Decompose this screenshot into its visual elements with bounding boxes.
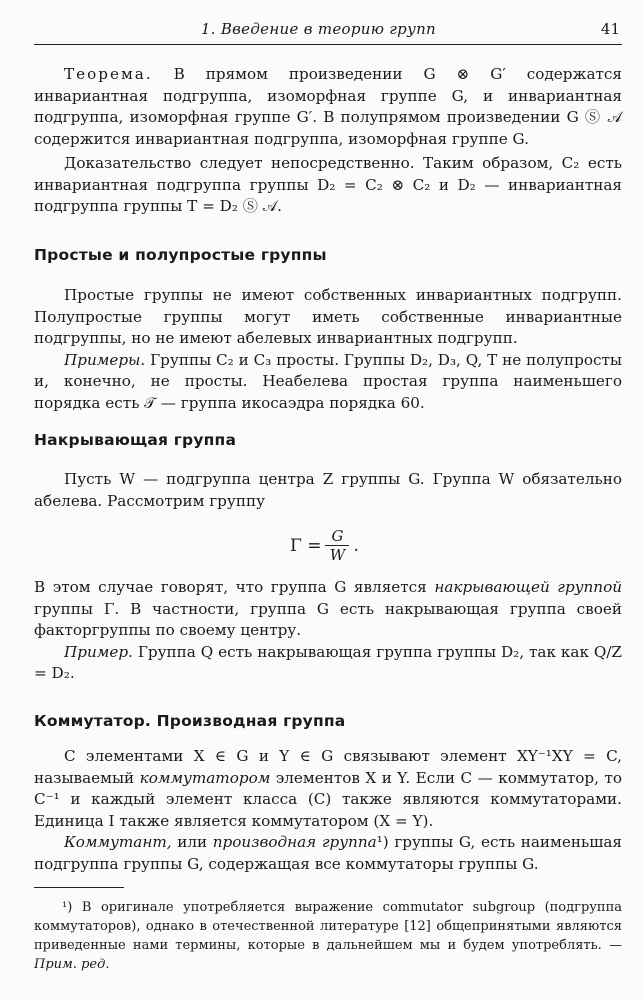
formula-end: . [353, 535, 359, 556]
page-number: 41 [600, 20, 620, 38]
footnote [34, 898, 622, 974]
theorem-paragraph [34, 64, 622, 150]
commutant-or: или [171, 833, 213, 851]
commutator-term: коммутатором [139, 768, 271, 787]
running-header [34, 18, 622, 45]
covering-group-term: накрывающей группой [434, 578, 623, 596]
proof-text: Доказательство следует непосредственно. Таким образом, C₂ есть инвариантная подгруппа группы D₂ = C₂ ⊗ C₂ и D₂ — инвариантная подгруппа группы T = D₂ Ⓢ 𝒜. [34, 154, 622, 215]
formula-fraction [325, 528, 349, 563]
proof-paragraph [34, 153, 622, 218]
editor-note-signature: Прим. ред. [34, 957, 110, 972]
formula-denominator: W [329, 546, 346, 564]
derived-group-term: производная группа [212, 833, 377, 851]
running-title: 1. Введение в теорию групп [200, 20, 436, 38]
covering-def-text-a: В этом случае говорят, что группа G является [34, 578, 435, 596]
section-heading-simple-groups: Простые и полупростые группы [34, 246, 327, 264]
example-label: Пример. [64, 642, 133, 661]
example-text: Группа Q есть накрывающая группа группы D₂, так как Q/Z = D₂. [34, 642, 622, 682]
simple-groups-text: Простые группы не имеют собственных инвариантных подгрупп. Полупростые группы могут иметь собственные инвариантные подгруппы, но не имеют абелевых инвариантных подгрупп. [34, 286, 622, 347]
formula-numerator: G [331, 527, 344, 545]
covering-intro-text: Пусть W — подгруппа центра Z группы G. Группа W обязательно абелева. Рассмотрим группу [34, 470, 622, 510]
simple-groups-paragraph [34, 285, 622, 414]
gamma-formula [290, 528, 359, 563]
commutant-text: группы G, есть наименьшая подгруппа группы G, содержащая все коммутаторы группы G. [34, 833, 622, 873]
commutator-paragraph [34, 746, 622, 875]
examples-text: Группы C₂ и C₃ просты. Группы D₂, D₃, Q, T не полупросты и, конечно, не просты. Неабелева простая группа наименьшего порядка есть 𝒯 — группа икосаэдра порядка 60. [34, 350, 622, 412]
covering-def-text-b: группы Γ. В частности, группа G есть накрывающая группа своей факторгруппы по своему центру. [34, 599, 622, 639]
commutator-text-b: элементов X и Y. Если C — коммутатор, то C⁻¹ и каждый элемент класса (C) также являются коммутаторами. Единица I также является коммутатором (X = Y). [34, 768, 622, 830]
examples-label: Примеры. [64, 350, 146, 369]
footnote-rule [34, 887, 124, 888]
theorem-text: В прямом произведении G ⊗ G′ содержатся инвариантная подгруппа, изоморфная группе G, и инвариантная подгруппа, изоморфная группе G′. В полупрямом произведении G Ⓢ 𝒜 содержится инвариантная подгруппа, изоморфная группе G. [34, 65, 622, 148]
theorem-label: Теорема. [64, 65, 153, 83]
formula-lhs: Γ = [290, 535, 322, 556]
covering-definition-paragraph [34, 577, 622, 685]
section-heading-commutator: Коммутатор. Производная группа [34, 712, 346, 730]
commutator-text-a: С элементами X ∈ G и Y ∈ G связывают элемент XY⁻¹XY = C, называемый [34, 747, 622, 787]
footnote-text: ¹) В оригинале употребляется выражение commutator subgroup (подгруппа коммутаторов), однако в отечественной литературе [12] общепринятыми являются приведенные нами термины, которые в дальнейшем мы и будем употреблять. — [34, 900, 622, 953]
covering-intro-paragraph [34, 469, 622, 512]
commutant-term: Коммутант, [64, 833, 172, 851]
footnote-ref: ¹) [376, 833, 389, 851]
section-heading-covering-group: Накрывающая группа [34, 431, 237, 449]
